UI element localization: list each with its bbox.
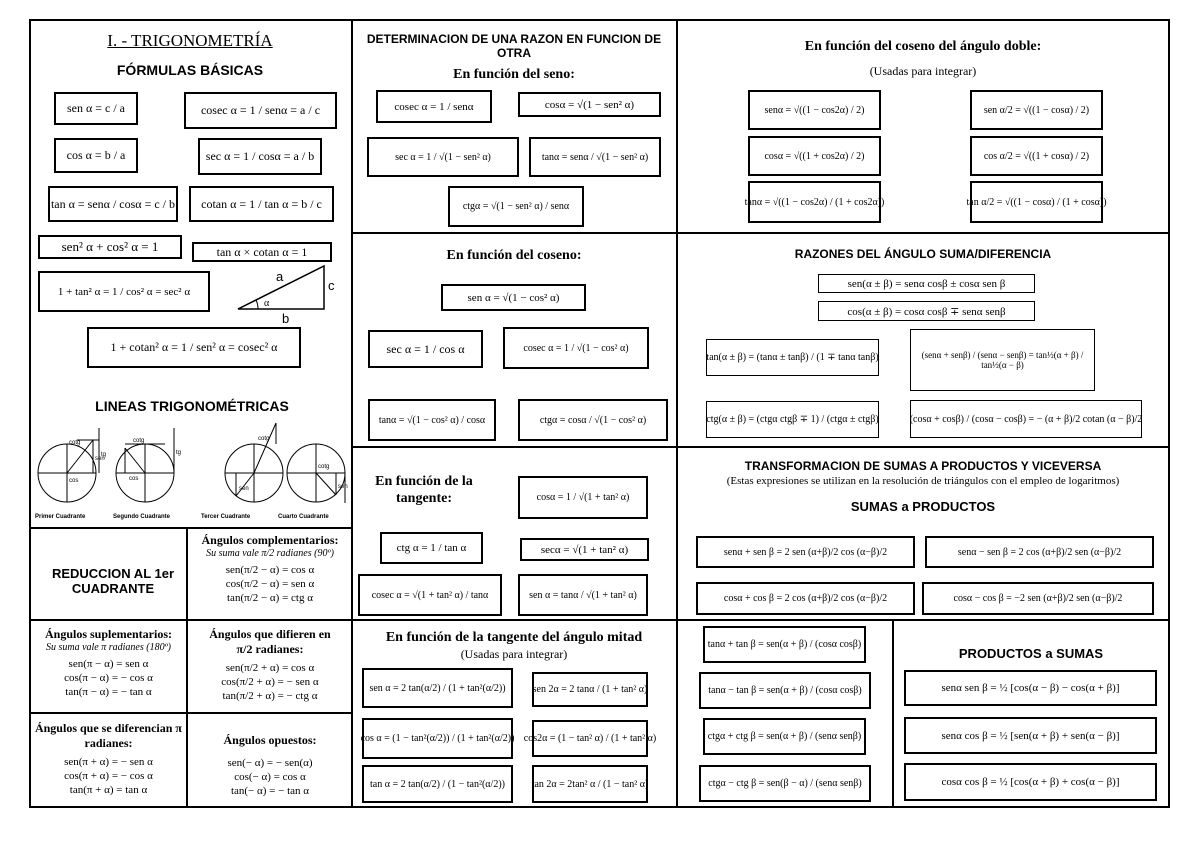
- quadrant-label-4: Cuarto Cuadrante: [278, 514, 329, 520]
- formula-box: senα cos β = ½ [sen(α + β) + sen(α − β)]: [904, 717, 1157, 754]
- formula-line: tan(π − α) = − tan α: [65, 686, 152, 698]
- formula-box: cos2α = (1 − tan² α) / (1 + tan² α): [532, 720, 648, 757]
- formula-line: cos(π + α) = − cos α: [64, 770, 153, 782]
- formula-box: cosec α = 1 / √(1 − cos² α): [503, 327, 649, 369]
- formula-line: tan(− α) = − tan α: [230, 785, 310, 797]
- circle-label-sen: sen: [239, 486, 249, 492]
- formula-box: sen² α + cos² α = 1: [38, 235, 182, 259]
- quadrant-label-3: Tercer Cuadrante: [201, 514, 251, 520]
- formula-box: tanα + tan β = sen(α + β) / (cosα cosβ): [703, 626, 866, 663]
- formula-box: 1 + tan² α = 1 / cos² α = sec² α: [38, 271, 210, 312]
- ps-title: PRODUCTOS a SUMAS: [958, 646, 1104, 661]
- formula-line: cos(π/2 + α) = − sen α: [221, 676, 319, 688]
- formula-box: sec α = 1 / cosα = a / b: [198, 138, 322, 175]
- opuestos-title: Ángulos opuestos:: [223, 733, 317, 747]
- formula-box: ctgα − ctg β = sen(β − α) / (senα senβ): [699, 765, 871, 802]
- formula-box: (cosα + cosβ) / (cosα − cosβ) = − (α + β)/2 cotan (α − β)/2: [910, 400, 1142, 438]
- formula-box: tanα = √(1 − cos² α) / cosα: [368, 399, 496, 441]
- formula-box: cosα = √((1 + cos2α) / 2): [748, 136, 881, 176]
- triangle-label-c: c: [328, 278, 335, 293]
- tangente-title: En función de la tangente:: [375, 474, 473, 506]
- circle-label-cotg: cotg: [133, 438, 145, 444]
- formula-box: tan α/2 = √((1 − cosα) / (1 + cosα)): [970, 181, 1103, 223]
- circle-label-cotg: cotg: [318, 464, 330, 470]
- unit-circles-diagram: [33, 418, 349, 522]
- formula-box: ctgα = cosα / √(1 − cos² α): [518, 399, 668, 441]
- section-divider: [186, 527, 188, 808]
- formula-box: sen α = 2 tan(α/2) / (1 + tan²(α/2)): [362, 668, 513, 708]
- formula-box: cosα − cos β = −2 sen (α+β)/2 sen (α−β)/2: [922, 582, 1154, 615]
- formula-box: ctgα + ctg β = sen(α + β) / (senα senβ): [703, 718, 866, 755]
- circle-label-tg: tg: [101, 452, 107, 458]
- formula-box: sen α = c / a: [54, 92, 138, 125]
- section-divider: [676, 446, 1170, 448]
- formula-line: cos(π − α) = − cos α: [64, 672, 153, 684]
- formula-box: sen α = tanα / √(1 + tan² α): [518, 574, 648, 616]
- difieren-pi-title: Ángulos que se diferencian π radianes:: [34, 721, 183, 750]
- formula-box: tan α = 2 tan(α/2) / (1 − tan²(α/2)): [362, 765, 513, 803]
- formula-box: tan(α ± β) = (tanα ± tanβ) / (1 ∓ tanα tanβ): [706, 339, 879, 376]
- formula-box: sen α = √(1 − cos² α): [441, 284, 586, 311]
- section-title-lineas: LINEAS TRIGONOMÉTRICAS: [95, 398, 289, 414]
- formula-box: sen(α ± β) = senα cosβ ± cosα sen β: [818, 274, 1035, 293]
- section-divider: [892, 619, 894, 808]
- formula-line: sen(− α) = − sen(α): [227, 757, 313, 769]
- circle-label-sen: sen: [338, 484, 348, 490]
- formula-box: sen α/2 = √((1 − cosα) / 2): [970, 90, 1103, 130]
- formula-line: tan(π/2 + α) = − ctg α: [222, 690, 318, 702]
- circle-label-sen: sen: [95, 456, 105, 462]
- formula-box: senα + sen β = 2 sen (α+β)/2 cos (α−β)/2: [696, 536, 915, 568]
- column-divider: [351, 19, 353, 808]
- section-divider: [351, 619, 677, 621]
- section-divider: [351, 232, 677, 234]
- formula-box: cosα = √(1 − sen² α): [518, 92, 661, 117]
- reduccion-title: REDUCCION AL 1er CUADRANTE: [51, 566, 175, 596]
- formula-box: cos α = (1 − tan²(α/2)) / (1 + tan²(α/2)): [362, 718, 513, 759]
- section-divider: [29, 527, 352, 529]
- formula-box: (senα + senβ) / (senα − senβ) = tan½(α + β) / tan½(α − β): [910, 329, 1095, 391]
- formula-box: cos(α ± β) = cosα cosβ ∓ senα senβ: [818, 301, 1035, 321]
- formula-box: cos α = b / a: [54, 138, 138, 173]
- coseno-title: En función del coseno:: [446, 248, 582, 263]
- section-divider: [676, 619, 1170, 621]
- doble-title: En función del coseno del ángulo doble:: [804, 39, 1042, 54]
- circle-label-tg: tg: [176, 450, 182, 456]
- sp-title: SUMAS a PRODUCTOS: [850, 499, 996, 514]
- formula-box: senα − sen β = 2 cos (α+β)/2 sen (α−β)/2: [925, 536, 1154, 568]
- difieren-pi2-title: Ángulos que difieren en π/2 radianes:: [209, 627, 331, 656]
- section-divider: [676, 232, 1170, 234]
- triangle-label-a: a: [276, 269, 284, 284]
- mitad-note: (Usadas para integrar): [460, 647, 568, 661]
- formula-box: cosec α = 1 / senα: [376, 90, 492, 123]
- formula-box: cosα = 1 / √(1 + tan² α): [518, 476, 648, 519]
- formula-line: tan(π/2 − α) = ctg α: [227, 592, 313, 604]
- formula-box: tanα − tan β = sen(α + β) / (cosα cosβ): [699, 672, 871, 709]
- circle-label-cos: cos: [69, 478, 79, 484]
- complementarios-note: Su suma vale π/2 radianes (90º): [206, 548, 334, 559]
- formula-box: tanα = √((1 − cos2α) / (1 + cos2α)): [748, 181, 881, 223]
- formula-box: cotan α = 1 / tan α = b / c: [189, 186, 334, 222]
- formula-box: cosec α = √(1 + tan² α) / tanα: [358, 574, 502, 616]
- formula-box: cos α/2 = √((1 + cosα) / 2): [970, 136, 1103, 176]
- formula-box: sen 2α = 2 tanα / (1 + tan² α): [532, 672, 648, 707]
- formula-box: senα sen β = ½ [cos(α − β) − cos(α + β)]: [904, 670, 1157, 706]
- circle-label-cotg: cotg: [258, 436, 270, 442]
- formula-box: ctg(α ± β) = (ctgα ctgβ ∓ 1) / (ctgα ± ctgβ): [706, 401, 879, 438]
- transf-note: (Estas expresiones se utilizan en la resolución de triángulos con el empleo de logaritmos): [726, 475, 1120, 487]
- transf-title: TRANSFORMACION DE SUMAS A PRODUCTOS Y VICEVERSA: [744, 459, 1102, 473]
- formula-line: sen(π + α) = − sen α: [64, 756, 153, 768]
- quadrant-label-1: Primer Cuadrante: [35, 514, 86, 520]
- formula-box: tan 2α = 2tan² α / (1 − tan² α): [532, 765, 648, 803]
- suplementarios-block: [32, 627, 185, 699]
- suplementarios-title: Ángulos suplementarios:: [44, 627, 172, 641]
- difieren-pi-block: [32, 721, 185, 797]
- formula-box: cosα + cos β = 2 cos (α+β)/2 cos (α−β)/2: [696, 582, 915, 615]
- formula-box: 1 + cotan² α = 1 / sen² α = cosec² α: [87, 327, 301, 368]
- triangle-label-b: b: [282, 311, 290, 325]
- formula-box: sec α = 1 / cos α: [368, 330, 483, 368]
- section-title-formulas: FÓRMULAS BÁSICAS: [116, 62, 264, 78]
- suplementarios-note: Su suma vale π radianes (180º): [45, 642, 172, 653]
- quadrant-label-2: Segundo Cuadrante: [113, 514, 171, 520]
- circle-label-cos: cos: [129, 476, 139, 482]
- difieren-pi2-block: [190, 627, 350, 703]
- formula-line: sen(π − α) = sen α: [68, 658, 149, 670]
- mitad-title: En función de la tangente del ángulo mitad: [385, 630, 643, 645]
- complementarios-title: Ángulos complementarios:: [201, 533, 339, 547]
- formula-box: sec α = 1 / √(1 − sen² α): [367, 137, 519, 177]
- seno-title: En función del seno:: [453, 67, 575, 82]
- doble-note: (Usadas para integrar): [869, 64, 977, 78]
- circle-label-cotg: cotg: [69, 440, 81, 446]
- formula-box: cosα cos β = ½ [cos(α + β) + cos(α − β)]: [904, 763, 1157, 801]
- formula-box: tanα = senα / √(1 − sen² α): [529, 137, 661, 177]
- page-title: I. - TRIGONOMETRÍA: [107, 31, 273, 50]
- formula-box: secα = √(1 + tan² α): [520, 538, 649, 561]
- formula-box: tan α = senα / cosα = c / b: [48, 186, 178, 222]
- suma-title: RAZONES DEL ÁNGULO SUMA/DIFERENCIA: [794, 247, 1052, 261]
- formula-box: cosec α = 1 / senα = a / c: [184, 92, 337, 129]
- right-triangle-diagram: [230, 260, 345, 325]
- column-divider: [676, 19, 678, 808]
- formula-box: ctg α = 1 / tan α: [380, 532, 483, 564]
- section-divider: [29, 619, 352, 621]
- triangle-angle: α: [264, 298, 270, 309]
- formula-line: tan(π + α) = tan α: [69, 784, 148, 796]
- section-title-determinacion: DETERMINACION DE UNA RAZON EN FUNCION DE OTRA: [366, 32, 662, 60]
- formula-line: cos(π/2 − α) = sen α: [225, 578, 315, 590]
- section-divider: [29, 712, 352, 714]
- formula-box: tan α × cotan α = 1: [192, 242, 332, 262]
- formula-box: senα = √((1 − cos2α) / 2): [748, 90, 881, 130]
- complementarios-block: [190, 533, 350, 605]
- formula-line: cos(− α) = cos α: [234, 771, 306, 783]
- formula-line: sen(π/2 − α) = cos α: [225, 564, 315, 576]
- opuestos-block: [190, 733, 350, 798]
- formula-box: ctgα = √(1 − sen² α) / senα: [448, 186, 584, 227]
- section-divider: [351, 446, 677, 448]
- formula-line: sen(π/2 + α) = cos α: [225, 662, 315, 674]
